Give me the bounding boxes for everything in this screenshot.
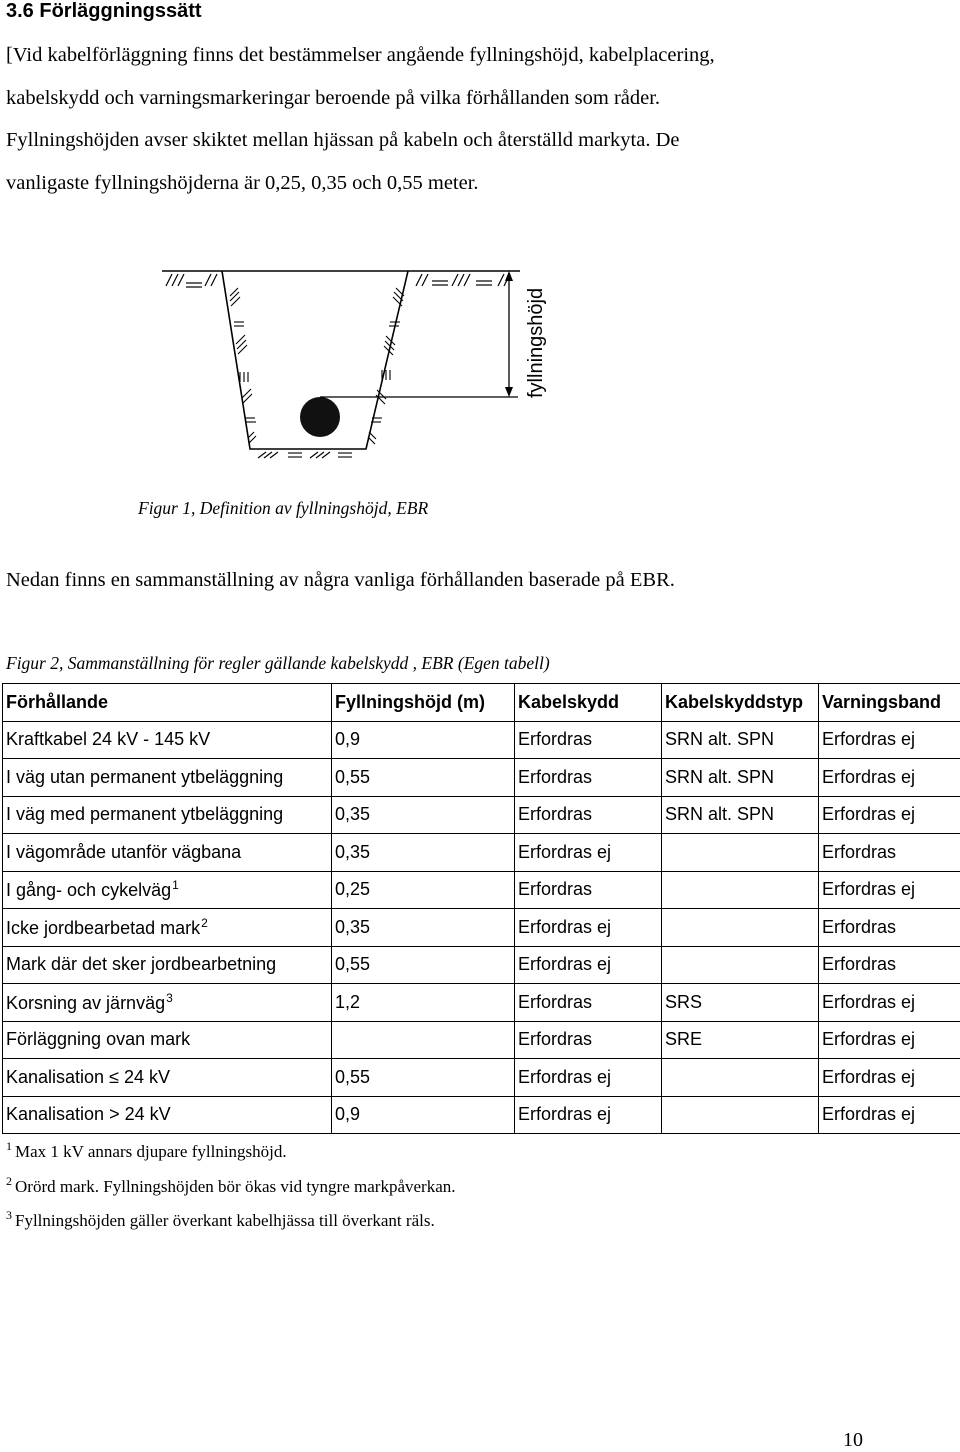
warning-tape-cell — [819, 909, 960, 947]
header-fill-height: Fyllningshöjd (m) — [332, 684, 515, 722]
warning-tape-cell-text: Erfordras ej — [822, 729, 916, 750]
fill-height-cell — [332, 871, 515, 909]
table-row — [3, 909, 960, 947]
figure2-caption: Figur 2, Sammanställning för regler gällande kabelskydd , EBR (Egen tabell) — [6, 653, 550, 673]
warning-tape-cell — [819, 984, 960, 1022]
condition-cell — [3, 871, 332, 909]
cable-protection-cell — [515, 1021, 662, 1059]
condition-cell-text: Kanalisation > 24 kV — [6, 1104, 171, 1125]
table-row — [3, 796, 960, 834]
cable-protection-cell — [515, 984, 662, 1022]
footnote-reference: 3 — [166, 990, 173, 1005]
warning-tape-cell-text: Erfordras ej — [822, 991, 916, 1012]
fill-height-cell-text: 0,35 — [335, 916, 371, 937]
warning-tape-cell — [819, 871, 960, 909]
fill-height-cell-text: 0,9 — [335, 1104, 361, 1125]
protection-type-cell — [662, 721, 819, 759]
cable-protection-cell-text: Erfordras — [518, 1029, 593, 1050]
intro-line: [Vid kabelförläggning finns det bestämmelser angående fyllningshöjd, kabelplacering, — [6, 44, 715, 66]
warning-tape-cell — [819, 1059, 960, 1097]
wall-hatch-left — [230, 288, 256, 443]
table-row — [3, 834, 960, 872]
surface-hatch-left — [166, 274, 217, 287]
condition-cell — [3, 796, 332, 834]
table-row — [3, 1096, 960, 1134]
cable-protection-cell-text: Erfordras — [518, 766, 593, 787]
condition-cell-text: I gång- och cykelväg — [6, 880, 172, 901]
cable-protection-cell-text: Erfordras ej — [518, 916, 612, 937]
fill-height-cell — [332, 1059, 515, 1097]
fill-height-cell-text: 0,35 — [335, 841, 371, 862]
dimension-arrow-top — [505, 271, 513, 281]
cable-protection-cell — [515, 909, 662, 947]
warning-tape-cell-text: Erfordras ej — [822, 1104, 916, 1125]
warning-tape-cell — [819, 721, 960, 759]
summary-text: Nedan finns en sammanställning av några vanliga förhållanden baserade på EBR. — [6, 569, 675, 591]
warning-tape-cell-text: Erfordras ej — [822, 766, 916, 787]
warning-tape-cell-text: Erfordras — [822, 841, 897, 862]
header-condition: Förhållande — [3, 684, 332, 722]
footnote-reference: 2 — [201, 915, 208, 930]
protection-type-cell-text: SRN alt. SPN — [665, 729, 775, 750]
footnote-2 — [6, 1174, 456, 1197]
warning-tape-cell — [819, 1096, 960, 1134]
cable-protection-table — [2, 683, 960, 1134]
fill-height-cell — [332, 834, 515, 872]
condition-cell-text: I vägområde utanför vägbana — [6, 841, 242, 862]
condition-cell — [3, 1059, 332, 1097]
fill-height-cell — [332, 1021, 515, 1059]
bottom-hatch — [258, 452, 352, 458]
protection-type-cell-text: SRE — [665, 1029, 703, 1050]
footnote-3 — [6, 1208, 435, 1231]
protection-type-cell — [662, 871, 819, 909]
cable-protection-cell — [515, 1096, 662, 1134]
header-cable-protection: Kabelskydd — [515, 684, 662, 722]
fill-height-cell-text: 0,55 — [335, 766, 371, 787]
condition-cell — [3, 946, 332, 984]
condition-cell-text: I väg utan permanent ytbeläggning — [6, 766, 284, 787]
table-row — [3, 946, 960, 984]
intro-line: kabelskydd och varningsmarkeringar beroende på vilka förhållanden som råder. — [6, 86, 661, 109]
warning-tape-cell — [819, 946, 960, 984]
fill-height-cell — [332, 909, 515, 947]
warning-tape-cell-text: Erfordras ej — [822, 879, 916, 900]
protection-type-cell-text: SRN alt. SPN — [665, 804, 775, 825]
condition-cell — [3, 984, 332, 1022]
fill-height-cell — [332, 796, 515, 834]
cable-protection-cell — [515, 796, 662, 834]
intro-paragraph — [6, 34, 946, 204]
intro-line: vanligaste fyllningshöjderna är 0,25, 0,35 och 0,55 meter. — [6, 171, 479, 194]
protection-type-cell — [662, 1021, 819, 1059]
warning-tape-cell-text: Erfordras ej — [822, 1029, 916, 1050]
protection-type-cell-text: SRS — [665, 991, 703, 1012]
condition-cell — [3, 834, 332, 872]
cable-protection-cell-text: Erfordras ej — [518, 954, 612, 975]
header-protection-type: Kabelskyddstyp — [662, 684, 819, 722]
fill-height-cell — [332, 1096, 515, 1134]
cable-protection-cell-text: Erfordras ej — [518, 1104, 612, 1125]
condition-cell-text: Förläggning ovan mark — [6, 1029, 191, 1050]
fill-height-cell — [332, 721, 515, 759]
cable-protection-cell-text: Erfordras ej — [518, 841, 612, 862]
cable-cross-section — [300, 397, 340, 437]
warning-tape-cell — [819, 796, 960, 834]
fill-height-cell-text: 0,9 — [335, 729, 361, 750]
condition-cell-text: I väg med permanent ytbeläggning — [6, 804, 284, 825]
footnote-mark: 3 — [6, 1208, 12, 1222]
condition-cell-text: Korsning av järnväg — [6, 992, 166, 1013]
surface-hatch-right — [416, 274, 510, 286]
footnote-1 — [6, 1139, 287, 1162]
warning-tape-cell-text: Erfordras — [822, 954, 897, 975]
warning-tape-cell — [819, 834, 960, 872]
fill-height-label: fyllningshöjd — [525, 287, 547, 398]
cable-protection-cell — [515, 1059, 662, 1097]
cable-protection-cell — [515, 871, 662, 909]
condition-cell — [3, 909, 332, 947]
condition-cell — [3, 759, 332, 797]
condition-cell — [3, 721, 332, 759]
table-row — [3, 871, 960, 909]
protection-type-cell — [662, 796, 819, 834]
header-warning-tape: Varningsband — [819, 684, 960, 722]
protection-type-cell — [662, 1059, 819, 1097]
table-row — [3, 984, 960, 1022]
fill-height-cell — [332, 946, 515, 984]
figure1-caption: Figur 1, Definition av fyllningshöjd, EBR — [138, 498, 429, 518]
protection-type-cell — [662, 1096, 819, 1134]
section-heading: 3.6 Förläggningssätt — [6, 0, 202, 22]
cable-protection-cell — [515, 721, 662, 759]
fill-height-cell-text: 0,55 — [335, 954, 371, 975]
trench-diagram — [150, 252, 595, 484]
page-number: 10 — [843, 1429, 863, 1451]
warning-tape-cell — [819, 1021, 960, 1059]
warning-tape-cell-text: Erfordras ej — [822, 1066, 916, 1087]
condition-cell-text: Mark där det sker jordbearbetning — [6, 954, 277, 975]
fill-height-cell-text: 0,35 — [335, 804, 371, 825]
protection-type-cell — [662, 909, 819, 947]
fill-height-cell-text: 1,2 — [335, 991, 361, 1012]
protection-type-cell — [662, 984, 819, 1022]
table-row — [3, 759, 960, 797]
footnote-reference: 1 — [172, 878, 179, 893]
cable-protection-cell — [515, 946, 662, 984]
fill-height-cell — [332, 984, 515, 1022]
footnote-text: Fyllningshöjden gäller överkant kabelhjässa till överkant räls. — [15, 1211, 435, 1230]
protection-type-cell — [662, 759, 819, 797]
table-row — [3, 721, 960, 759]
warning-tape-cell — [819, 759, 960, 797]
condition-cell-text: Kraftkabel 24 kV - 145 kV — [6, 729, 211, 750]
table-row — [3, 1059, 960, 1097]
dimension-arrow-bottom — [505, 387, 513, 397]
table-header-row — [3, 684, 960, 722]
cable-protection-cell — [515, 759, 662, 797]
cable-protection-cell-text: Erfordras — [518, 991, 593, 1012]
condition-cell — [3, 1096, 332, 1134]
intro-line: Fyllningshöjden avser skiktet mellan hjässan på kabeln och återställd markyta. De — [6, 129, 680, 151]
protection-type-cell-text: SRN alt. SPN — [665, 766, 775, 787]
fill-height-cell-text: 0,55 — [335, 1066, 371, 1087]
footnote-text: Orörd mark. Fyllningshöjden bör ökas vid tyngre markpåverkan. — [15, 1177, 456, 1196]
condition-cell-text: Icke jordbearbetad mark — [6, 917, 201, 938]
footnote-mark: 2 — [6, 1174, 12, 1188]
condition-cell — [3, 1021, 332, 1059]
table-row — [3, 1021, 960, 1059]
cable-protection-cell — [515, 834, 662, 872]
footnote-mark: 1 — [6, 1139, 12, 1153]
cable-protection-cell-text: Erfordras — [518, 804, 593, 825]
cable-protection-cell-text: Erfordras — [518, 729, 593, 750]
cable-protection-cell-text: Erfordras — [518, 879, 593, 900]
protection-type-cell — [662, 946, 819, 984]
cable-protection-cell-text: Erfordras ej — [518, 1066, 612, 1087]
warning-tape-cell-text: Erfordras — [822, 916, 897, 937]
condition-cell-text: Kanalisation ≤ 24 kV — [6, 1066, 170, 1087]
warning-tape-cell-text: Erfordras ej — [822, 804, 916, 825]
fill-height-cell-text: 0,25 — [335, 879, 371, 900]
protection-type-cell — [662, 834, 819, 872]
footnote-text: Max 1 kV annars djupare fyllningshöjd. — [15, 1142, 287, 1161]
fill-height-cell — [332, 759, 515, 797]
